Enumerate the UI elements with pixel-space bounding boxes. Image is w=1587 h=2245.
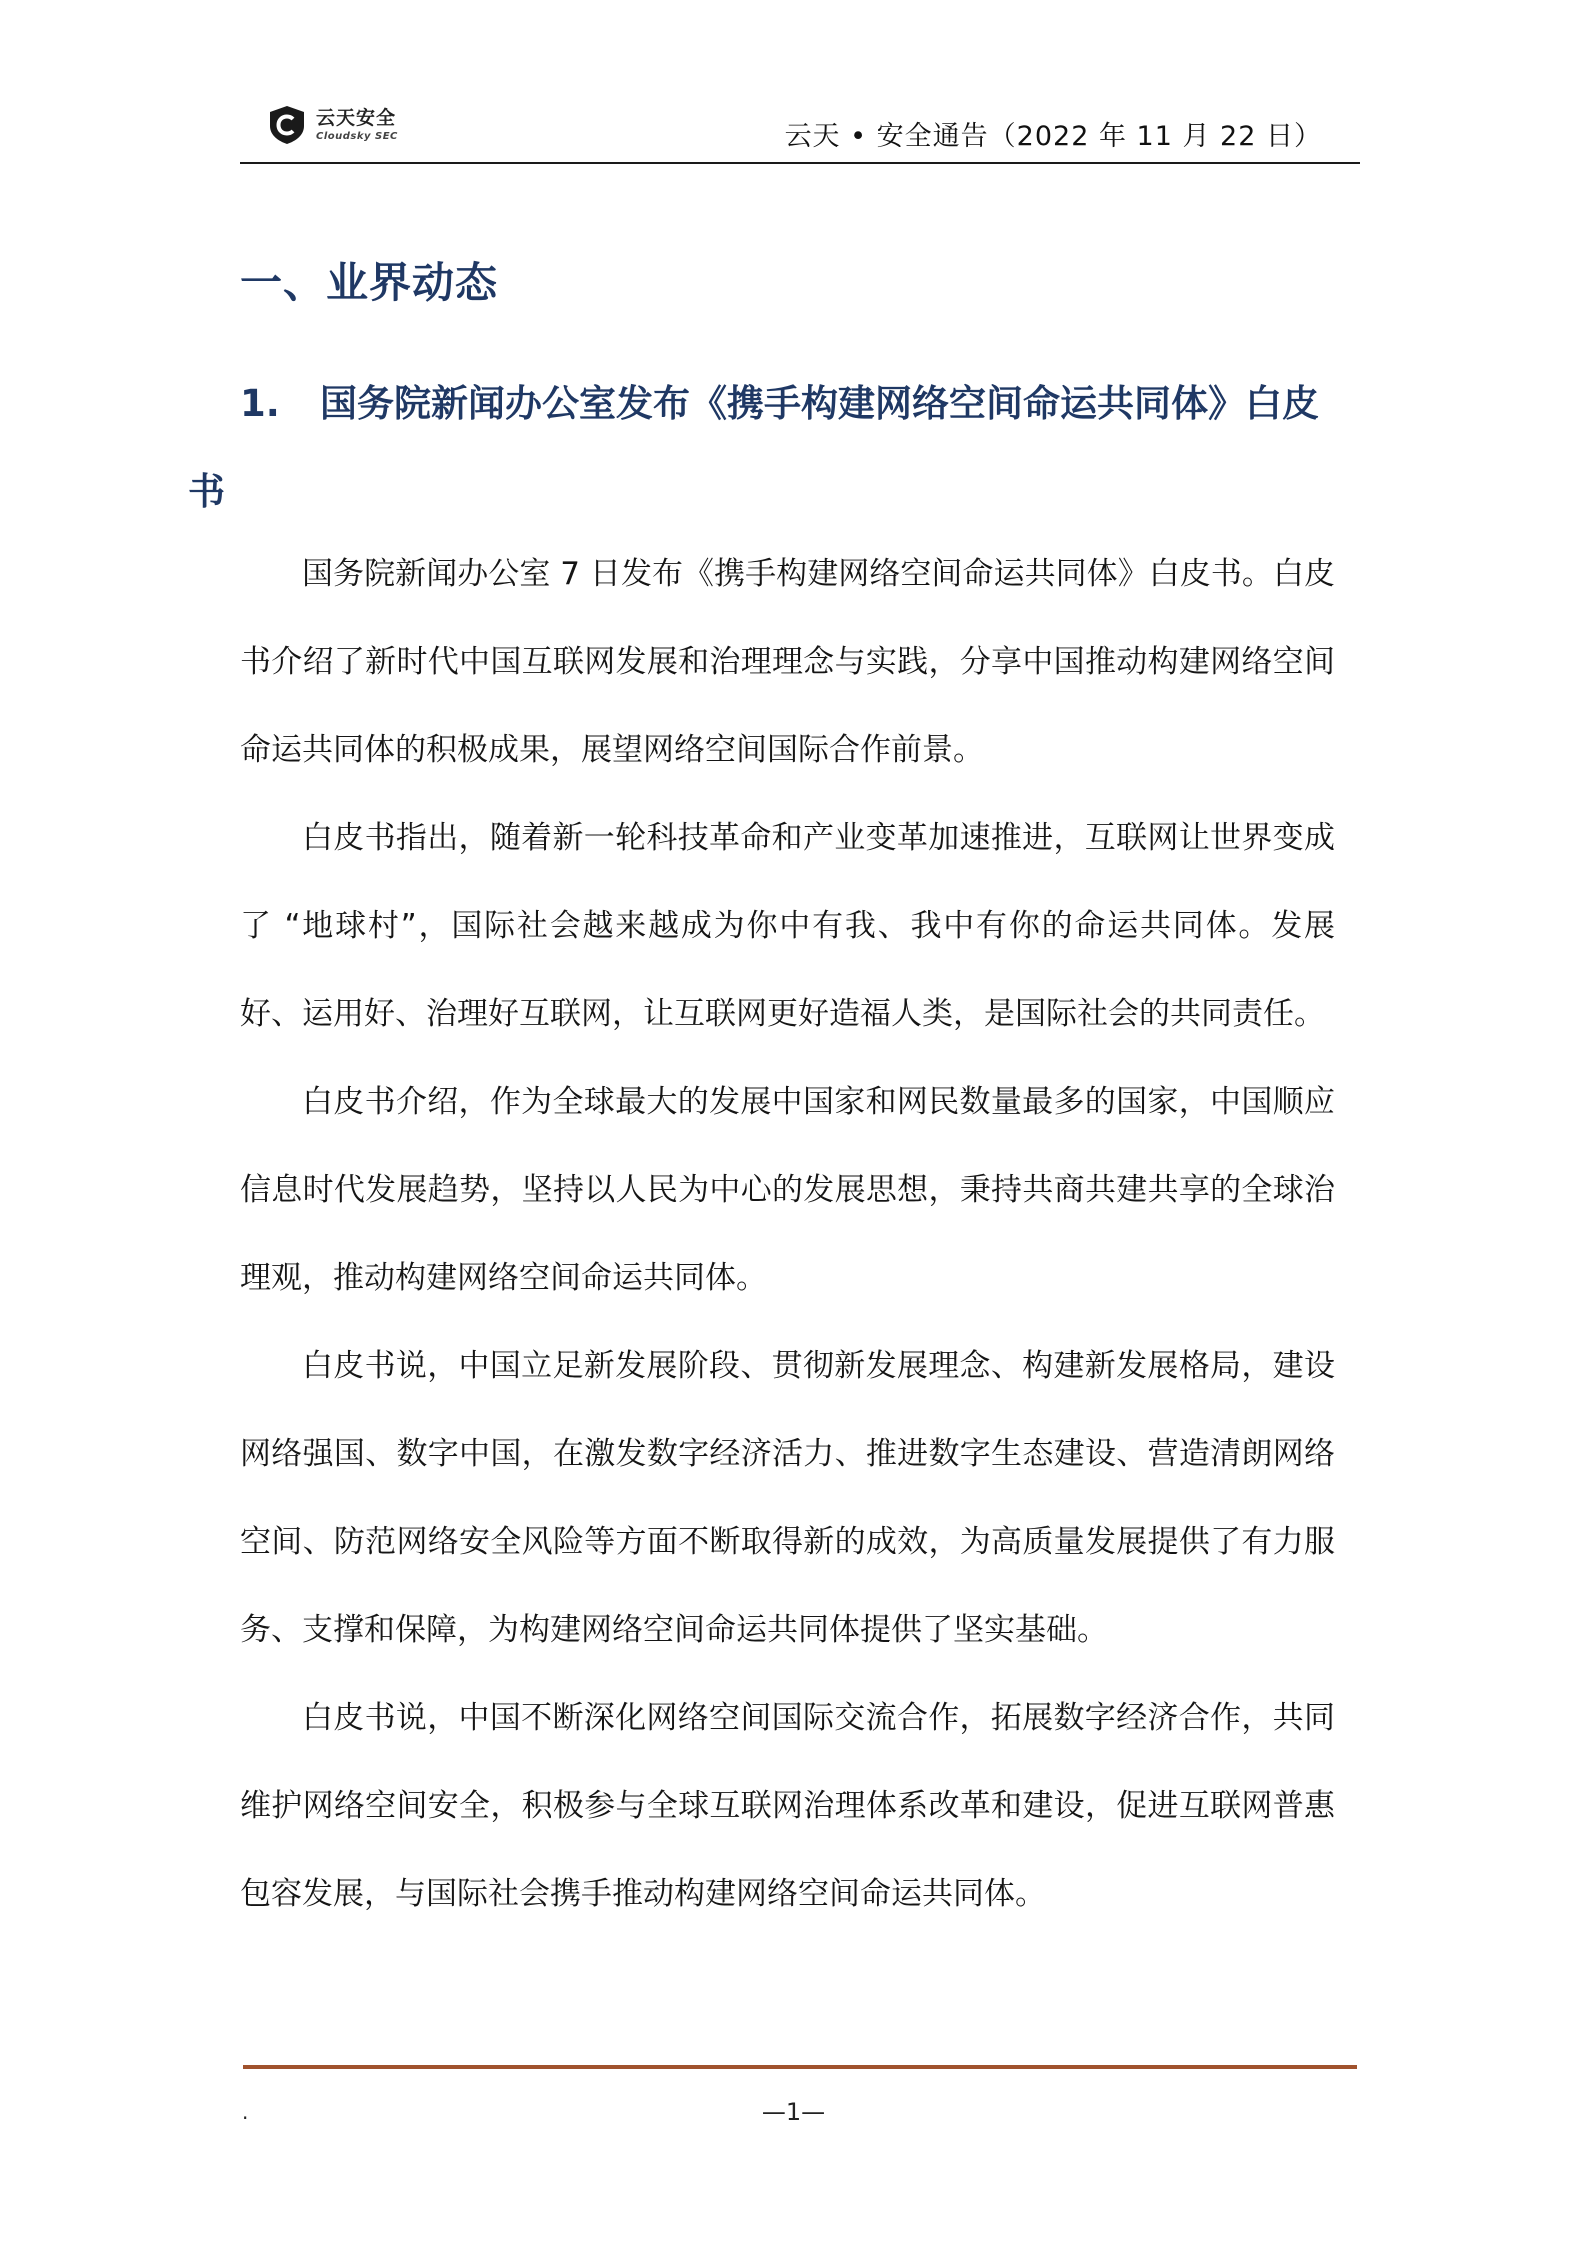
header-title: 云天 • 安全通告（2022 年 11 月 22 日） [784, 121, 1322, 152]
footer-dot: . [242, 2100, 249, 2124]
article-number: 1. [240, 382, 280, 425]
company-logo [266, 100, 398, 150]
logo-chinese-text: 云天安全 [316, 106, 397, 129]
article-body [240, 530, 1335, 1938]
paragraph: 白皮书指出，随着新一轮科技革命和产业变革加速推进，互联网让世界变成了 “地球村”，国际社会越来越成为你中有我、我中有你的命运共同体。发展好、运用好、治理好互联网，让互联网更好造福人类，是国际社会的共同责任。 [240, 820, 1335, 1032]
shield-logo-icon [266, 104, 308, 146]
article-title-line2: 书 [188, 470, 225, 513]
paragraph: 白皮书说，中国立足新发展阶段、贯彻新发展理念、构建新发展格局，建设网络强国、数字中国，在激发数字经济活力、推进数字生态建设、营造清朗网络空间、防范网络安全风险等方面不断取得新的成效，为高质量发展提供了有力服务、支撑和保障，为构建网络空间命运共同体提供了坚实基础。 [240, 1348, 1335, 1648]
article-heading [188, 360, 1348, 536]
paragraph: 国务院新闻办公室 7 日发布《携手构建网络空间命运共同体》白皮书。白皮书介绍了新时代中国互联网发展和治理理念与实践，分享中国推动构建网络空间命运共同体的积极成果，展望网络空间国际合作前景。 [240, 556, 1335, 768]
article-title-line1: 国务院新闻办公室发布《携手构建网络空间命运共同体》白皮 [320, 382, 1319, 425]
section-heading: 一、业界动态 [240, 258, 499, 307]
paragraph: 白皮书介绍，作为全球最大的发展中国家和网民数量最多的国家，中国顺应信息时代发展趋势，坚持以人民为中心的发展思想，秉持共商共建共享的全球治理观，推动构建网络空间命运共同体。 [240, 1084, 1335, 1296]
footer-divider [243, 2065, 1357, 2069]
page-header [240, 92, 1360, 164]
paragraph: 白皮书说，中国不断深化网络空间国际交流合作，拓展数字经济合作，共同维护网络空间安全，积极参与全球互联网治理体系改革和建设，促进互联网普惠包容发展，与国际社会携手推动构建网络空间命运共同体。 [240, 1700, 1335, 1912]
logo-english-text: Cloudsky SEC [316, 130, 398, 142]
page-number: —1— [761, 2098, 826, 2126]
